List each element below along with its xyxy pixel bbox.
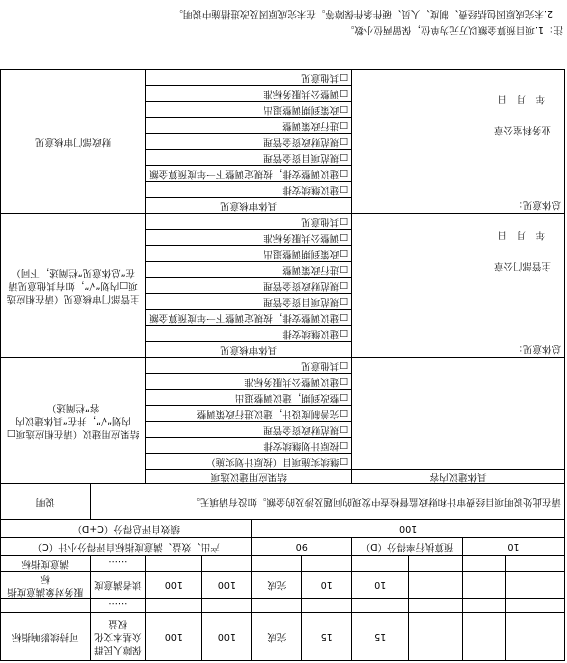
finance-option[interactable]: □政策到期调整退出 xyxy=(263,104,349,115)
satisfaction-level1: 满意度指标 xyxy=(1,556,91,572)
subtotal-value: 90 xyxy=(252,538,352,556)
finance-option[interactable]: □规范项目资金管理 xyxy=(263,152,349,163)
explain-row xyxy=(1,484,565,520)
budget-score-value: 10 xyxy=(463,538,565,556)
evaluation-table xyxy=(0,69,565,661)
dept-seal: 主管部门公章 xyxy=(493,260,551,271)
dept-option[interactable]: □调整公共服务标准 xyxy=(263,232,349,243)
perf-row-dots1: …… xyxy=(1,599,565,613)
dept-option[interactable]: □建议调整安排，按规定调整下一年度预算金额 xyxy=(149,312,349,323)
finance-seal: 业务科室公章 xyxy=(493,124,551,135)
perf-row-dots2: …… 满意度指标 xyxy=(1,556,565,572)
perf-row-satisfaction: 10 10 完成 100 100 读者满意度 服务对象满意度指标 xyxy=(1,572,565,599)
budget-score-label: 预算执行率得分（D） xyxy=(352,538,463,556)
dept-option[interactable]: □规范财政资金管理 xyxy=(263,280,349,291)
explain-text: 请在此处说明项目经费审计和财政监督检查中发现的问题及涉及的金额。如没有请填无。 xyxy=(90,484,564,520)
subtotal-row xyxy=(1,538,565,556)
indicator-sustainable: 可持续影响指标 xyxy=(1,613,91,661)
perf-row-sustainable: 15 15 完成 100 100 保障人民群众基本文化权益 可持续影响指标 xyxy=(1,613,565,661)
finance-overall: 总体意见： 业务科室公章 年 月 日 xyxy=(352,70,565,214)
total-row xyxy=(1,520,565,538)
finance-date: 年 月 日 xyxy=(497,93,545,104)
rec-label: 结果应用建议（请在相应选项□内划“√”，并在“具体建议内容”栏阐述） xyxy=(1,358,146,484)
rec-option[interactable]: □整改到期，建议调整退出 xyxy=(234,392,349,403)
rec-option[interactable]: □其他意见 xyxy=(301,360,349,371)
footnote-2: 2.未完成原因包括经费、制度、人员、硬件条件保障等。在未完成原因及改进措施中说明。 xyxy=(173,8,553,19)
rec-option[interactable]: □完善制度设计，建议进行政策调整 xyxy=(196,408,349,419)
indicator-reader-satisfaction: 读者满意度 xyxy=(90,572,146,599)
finance-option[interactable]: □建议调整安排，按规定调整下一年度预算金额 xyxy=(149,168,349,179)
footnote-1: 注：1.项目预算金额以万元为单位，保留两位小数。 xyxy=(344,24,563,35)
total-value: 100 xyxy=(252,520,565,538)
finance-option[interactable]: □规范财政资金管理 xyxy=(263,136,349,147)
finance-option[interactable]: □进行政策调整 xyxy=(282,120,349,131)
dept-col-detail: 具体审核意见 xyxy=(146,342,352,358)
explain-label: 说明 xyxy=(1,484,91,520)
subtotal-label: 产出、效益、满意度指标自评得分小计（C） xyxy=(1,538,252,556)
rec-option[interactable]: □继续实施项目（按原计划实施） xyxy=(206,456,349,467)
total-label: 绩效自评总得分（C+D） xyxy=(1,520,252,538)
footnotes xyxy=(173,5,563,37)
dept-option[interactable]: □政策到期调整退出 xyxy=(263,248,349,259)
finance-col-detail: 具体审核意见 xyxy=(146,198,352,214)
rec-col-options: 结果应用建议选项 xyxy=(146,470,352,484)
dept-date: 年 月 日 xyxy=(497,229,545,240)
finance-option[interactable]: □建议继续安排 xyxy=(282,184,349,195)
indicator-service-satisfaction: 服务对象满意度指标 xyxy=(1,572,91,599)
rec-option[interactable]: □按原计划继续安排 xyxy=(263,440,349,451)
dept-option[interactable]: □建议继续安排 xyxy=(282,328,349,339)
finance-option[interactable]: □其他意见 xyxy=(301,72,349,83)
dept-option[interactable]: □其他意见 xyxy=(301,216,349,227)
rec-option[interactable]: □规范财政资金管理 xyxy=(263,424,349,435)
indicator-basic-rights: 保障人民群众基本文化权益 xyxy=(90,613,146,661)
finance-option[interactable]: □调整公共服务标准 xyxy=(263,88,349,99)
dept-label: 主管部门审核意见（请在相应选项□内划“√”，如有其他意见请在“总体意见”栏阐述，下同） xyxy=(1,214,146,358)
rec-col-content: 具体建议内容 xyxy=(352,470,565,484)
rec-option[interactable]: □建议调整公共服务标准 xyxy=(244,376,349,387)
finance-label: 财政部门审核意见 xyxy=(1,70,146,214)
dept-option[interactable]: □规范项目资金管理 xyxy=(263,296,349,307)
dept-option[interactable]: □进行政策调整 xyxy=(282,264,349,275)
dept-overall: 总体意见： 主管部门公章 年 月 日 xyxy=(352,214,565,358)
